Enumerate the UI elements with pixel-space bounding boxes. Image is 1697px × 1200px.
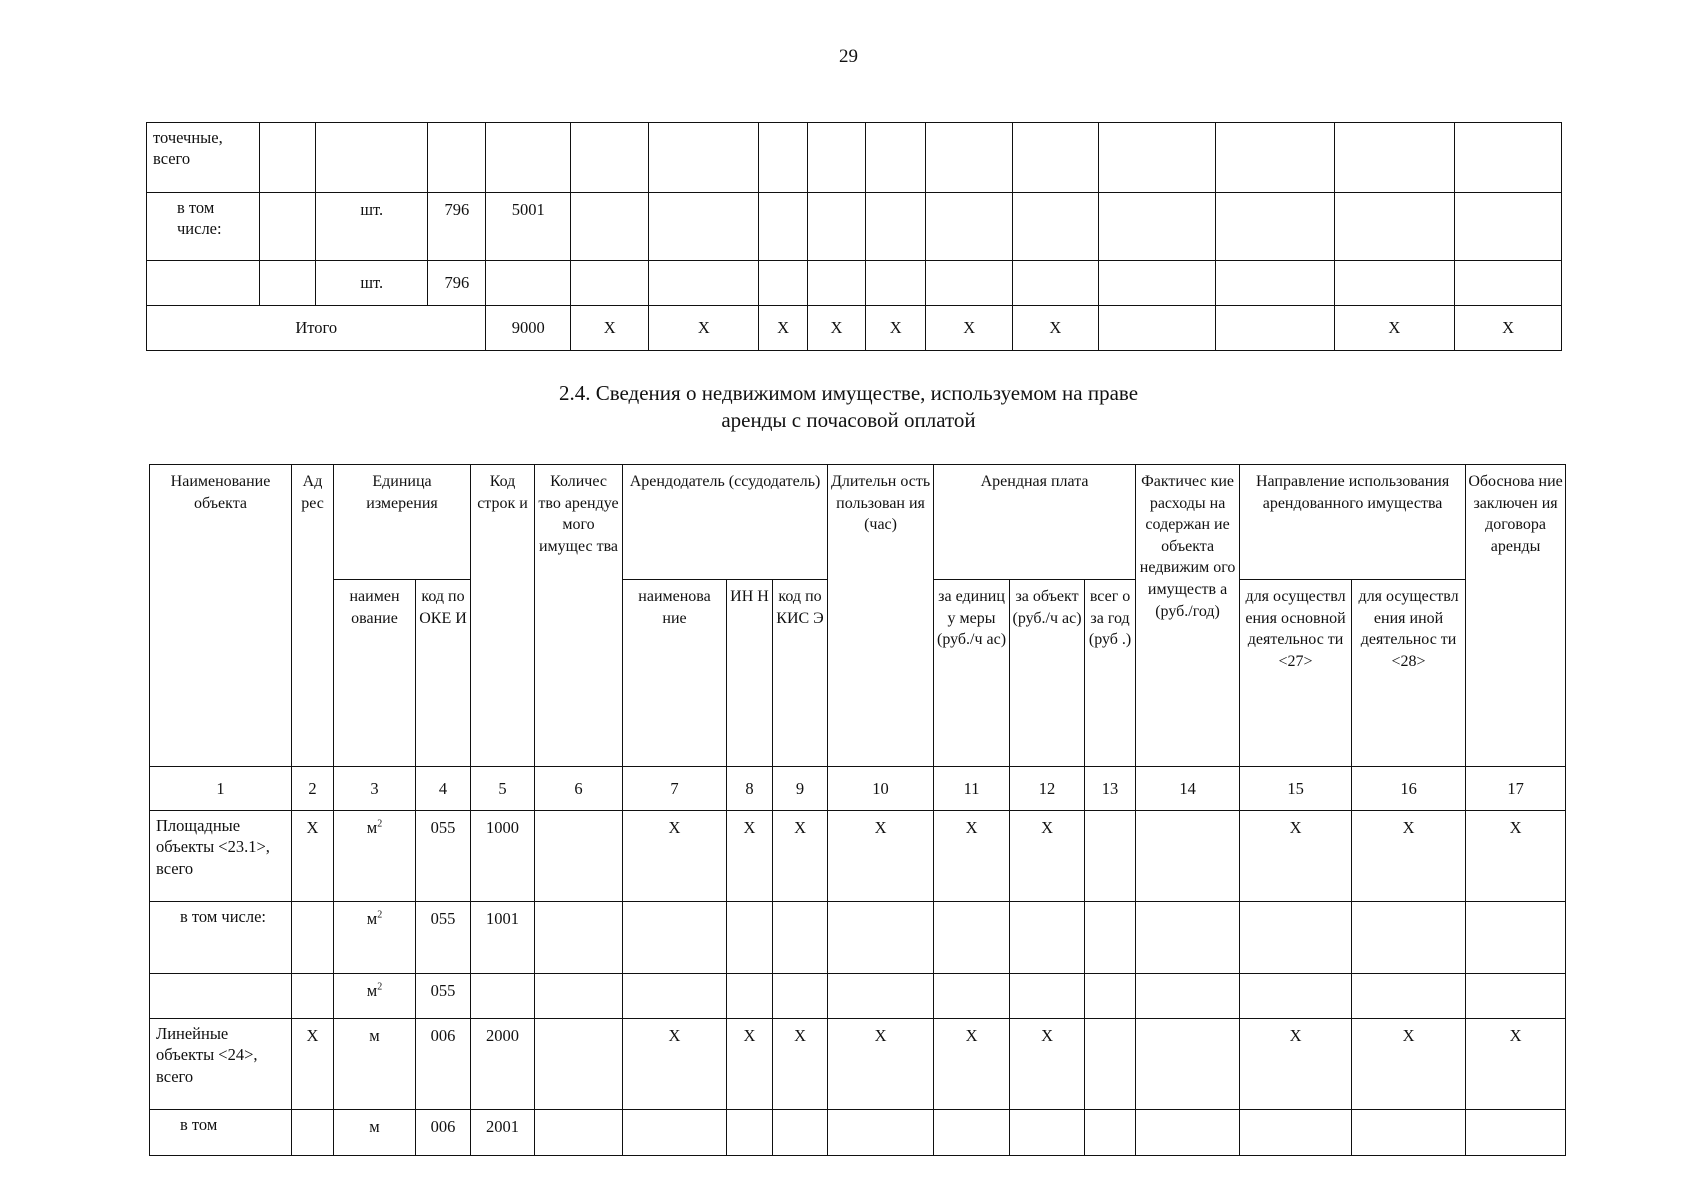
header-unit-code: код по ОКЕ И (416, 580, 471, 767)
okei-code: 796 (428, 261, 486, 306)
cell-code: 1000 (471, 811, 535, 902)
cell-duration (828, 974, 934, 1019)
cell-per-object (1010, 1110, 1085, 1156)
cell-inn (727, 1110, 773, 1156)
cell-inn: X (727, 1019, 773, 1110)
cell-inn (727, 902, 773, 974)
cell-per-object (1010, 902, 1085, 974)
cell-year (1085, 1019, 1136, 1110)
cell-per-unit (934, 902, 1010, 974)
total-code: 9000 (486, 306, 571, 351)
header-lessor-kise: код по КИС Э (773, 580, 828, 767)
cell-other: X (1352, 811, 1466, 902)
cell-lessor-name (623, 1110, 727, 1156)
header-direction-group: Направление использования арендованного имущества (1240, 465, 1466, 580)
column-numbers-row: 1 2 3 4 5 6 7 8 9 10 11 12 13 14 15 16 17 (150, 767, 1566, 811)
unit-name: м (334, 1019, 416, 1110)
cell-basis (1466, 902, 1566, 974)
cell-duration (828, 902, 934, 974)
header-address: Ад рес (292, 465, 334, 767)
row-label: в том числе: (147, 193, 260, 261)
cell-qty (535, 974, 623, 1019)
header-row (150, 465, 1566, 580)
unit-name: шт. (316, 193, 428, 261)
cell-per-unit (934, 1110, 1010, 1156)
header-unit-name: наимен ование (334, 580, 416, 767)
cell-other: X (1352, 1019, 1466, 1110)
cell-per-object: X (1010, 1019, 1085, 1110)
header-lessor-inn: ИН Н (727, 580, 773, 767)
cell-costs (1136, 902, 1240, 974)
row-label: Площадные объекты <23.1>, всего (150, 811, 292, 902)
header-rent-per-unit: за единиц у меры (руб./ч ас) (934, 580, 1010, 767)
page-number: 29 (839, 46, 858, 67)
cell-duration: X (828, 1019, 934, 1110)
continuation-table (146, 122, 1562, 351)
table-row (150, 902, 1566, 974)
table-row (150, 811, 1566, 902)
unit-name: $м^2$ (334, 974, 416, 1019)
cell-inn: X (727, 811, 773, 902)
cell-basis: X (1466, 1019, 1566, 1110)
cell-per-unit: X (934, 1019, 1010, 1110)
cell-kise: X (773, 1019, 828, 1110)
cell-year (1085, 1110, 1136, 1156)
header-duration: Длительн ость пользован ия (час) (828, 465, 934, 767)
cell-duration (828, 1110, 934, 1156)
cell-other (1352, 974, 1466, 1019)
cell-other (1352, 1110, 1466, 1156)
cell-costs (1136, 1110, 1240, 1156)
unit-name: шт. (316, 261, 428, 306)
cell-basis (1466, 974, 1566, 1019)
cell-lessor-name: X (623, 811, 727, 902)
header-lessor-name: наименова ние (623, 580, 727, 767)
unit-name: $м^2$ (334, 902, 416, 974)
cell-addr (292, 902, 334, 974)
table-row (147, 123, 1562, 193)
header-rent-per-object: за объект (руб./ч ас) (1010, 580, 1085, 767)
cell-main (1240, 1110, 1352, 1156)
cell-year (1085, 902, 1136, 974)
header-direction-other: для осуществл ения иной деятельнос ти <28> (1352, 580, 1466, 767)
cell-addr: X (292, 1019, 334, 1110)
cell-inn (727, 974, 773, 1019)
cell-kise (773, 974, 828, 1019)
header-line-code: Код строк и (471, 465, 535, 767)
row-label: в том (150, 1110, 292, 1156)
cell-code: 2000 (471, 1019, 535, 1110)
okei-code: 796 (428, 193, 486, 261)
header-name: Наименование объекта (150, 465, 292, 767)
cell-okei: 006 (416, 1110, 471, 1156)
cell-qty (535, 902, 623, 974)
cell-costs (1136, 1019, 1240, 1110)
cell-lessor-name (623, 902, 727, 974)
cell-costs (1136, 974, 1240, 1019)
table-row (147, 261, 1562, 306)
header-direction-main: для осуществл ения основной деятельнос ти <27> (1240, 580, 1352, 767)
cell-code (471, 974, 535, 1019)
header-rent-total-year: всег о за год (руб .) (1085, 580, 1136, 767)
cell-okei: 055 (416, 974, 471, 1019)
section-title: 2.4. Сведения о недвижимом имуществе, используемом на праве аренды с почасовой оплатой (558, 381, 1139, 433)
cell-main (1240, 902, 1352, 974)
cell-costs (1136, 811, 1240, 902)
total-label: Итого (147, 306, 486, 351)
total-row: Итого 9000 X X X X X X X X X (147, 306, 1562, 351)
cell-per-object: X (1010, 811, 1085, 902)
header-rent-group: Арендная плата (934, 465, 1136, 580)
cell-kise: X (773, 811, 828, 902)
cell-addr (292, 974, 334, 1019)
cell-year (1085, 811, 1136, 902)
cell-okei: 055 (416, 811, 471, 902)
header-unit-group: Единица измерения (334, 465, 471, 580)
cell-per-unit (934, 974, 1010, 1019)
rental-property-table (149, 464, 1566, 1156)
table-row (150, 1019, 1566, 1110)
unit-name: $м^2$ (334, 811, 416, 902)
header-quantity: Количес тво арендуе мого имущес тва (535, 465, 623, 767)
unit-name: м (334, 1110, 416, 1156)
cell-per-object (1010, 974, 1085, 1019)
header-lessor-group: Арендодатель (ссудодатель) (623, 465, 828, 580)
header-basis: Обоснова ние заключен ия договора аренды (1466, 465, 1566, 767)
cell-other (1352, 902, 1466, 974)
cell-code: 1001 (471, 902, 535, 974)
row-label: точечные, всего (147, 123, 260, 193)
row-label: Линейные объекты <24>, всего (150, 1019, 292, 1110)
cell-okei: 055 (416, 902, 471, 974)
cell-kise (773, 1110, 828, 1156)
cell-code: 2001 (471, 1110, 535, 1156)
cell-qty (535, 811, 623, 902)
cell-kise (773, 902, 828, 974)
line-code: 5001 (486, 193, 571, 261)
cell-lessor-name (623, 974, 727, 1019)
cell-main: X (1240, 1019, 1352, 1110)
cell-duration: X (828, 811, 934, 902)
cell-basis: X (1466, 811, 1566, 902)
row-label (150, 974, 292, 1019)
cell-main: X (1240, 811, 1352, 902)
cell-addr (292, 1110, 334, 1156)
cell-main (1240, 974, 1352, 1019)
cell-lessor-name: X (623, 1019, 727, 1110)
cell-year (1085, 974, 1136, 1019)
table-row (150, 1110, 1566, 1156)
cell-per-unit: X (934, 811, 1010, 902)
cell-qty (535, 1019, 623, 1110)
cell-okei: 006 (416, 1019, 471, 1110)
table-row (150, 974, 1566, 1019)
table-row (147, 193, 1562, 261)
row-label: в том числе: (150, 902, 292, 974)
cell-addr: X (292, 811, 334, 902)
cell-basis (1466, 1110, 1566, 1156)
cell-qty (535, 1110, 623, 1156)
header-actual-costs: Фактичес кие расходы на содержан ие объекта недвижим ого имуществ а (руб./год) (1136, 465, 1240, 767)
